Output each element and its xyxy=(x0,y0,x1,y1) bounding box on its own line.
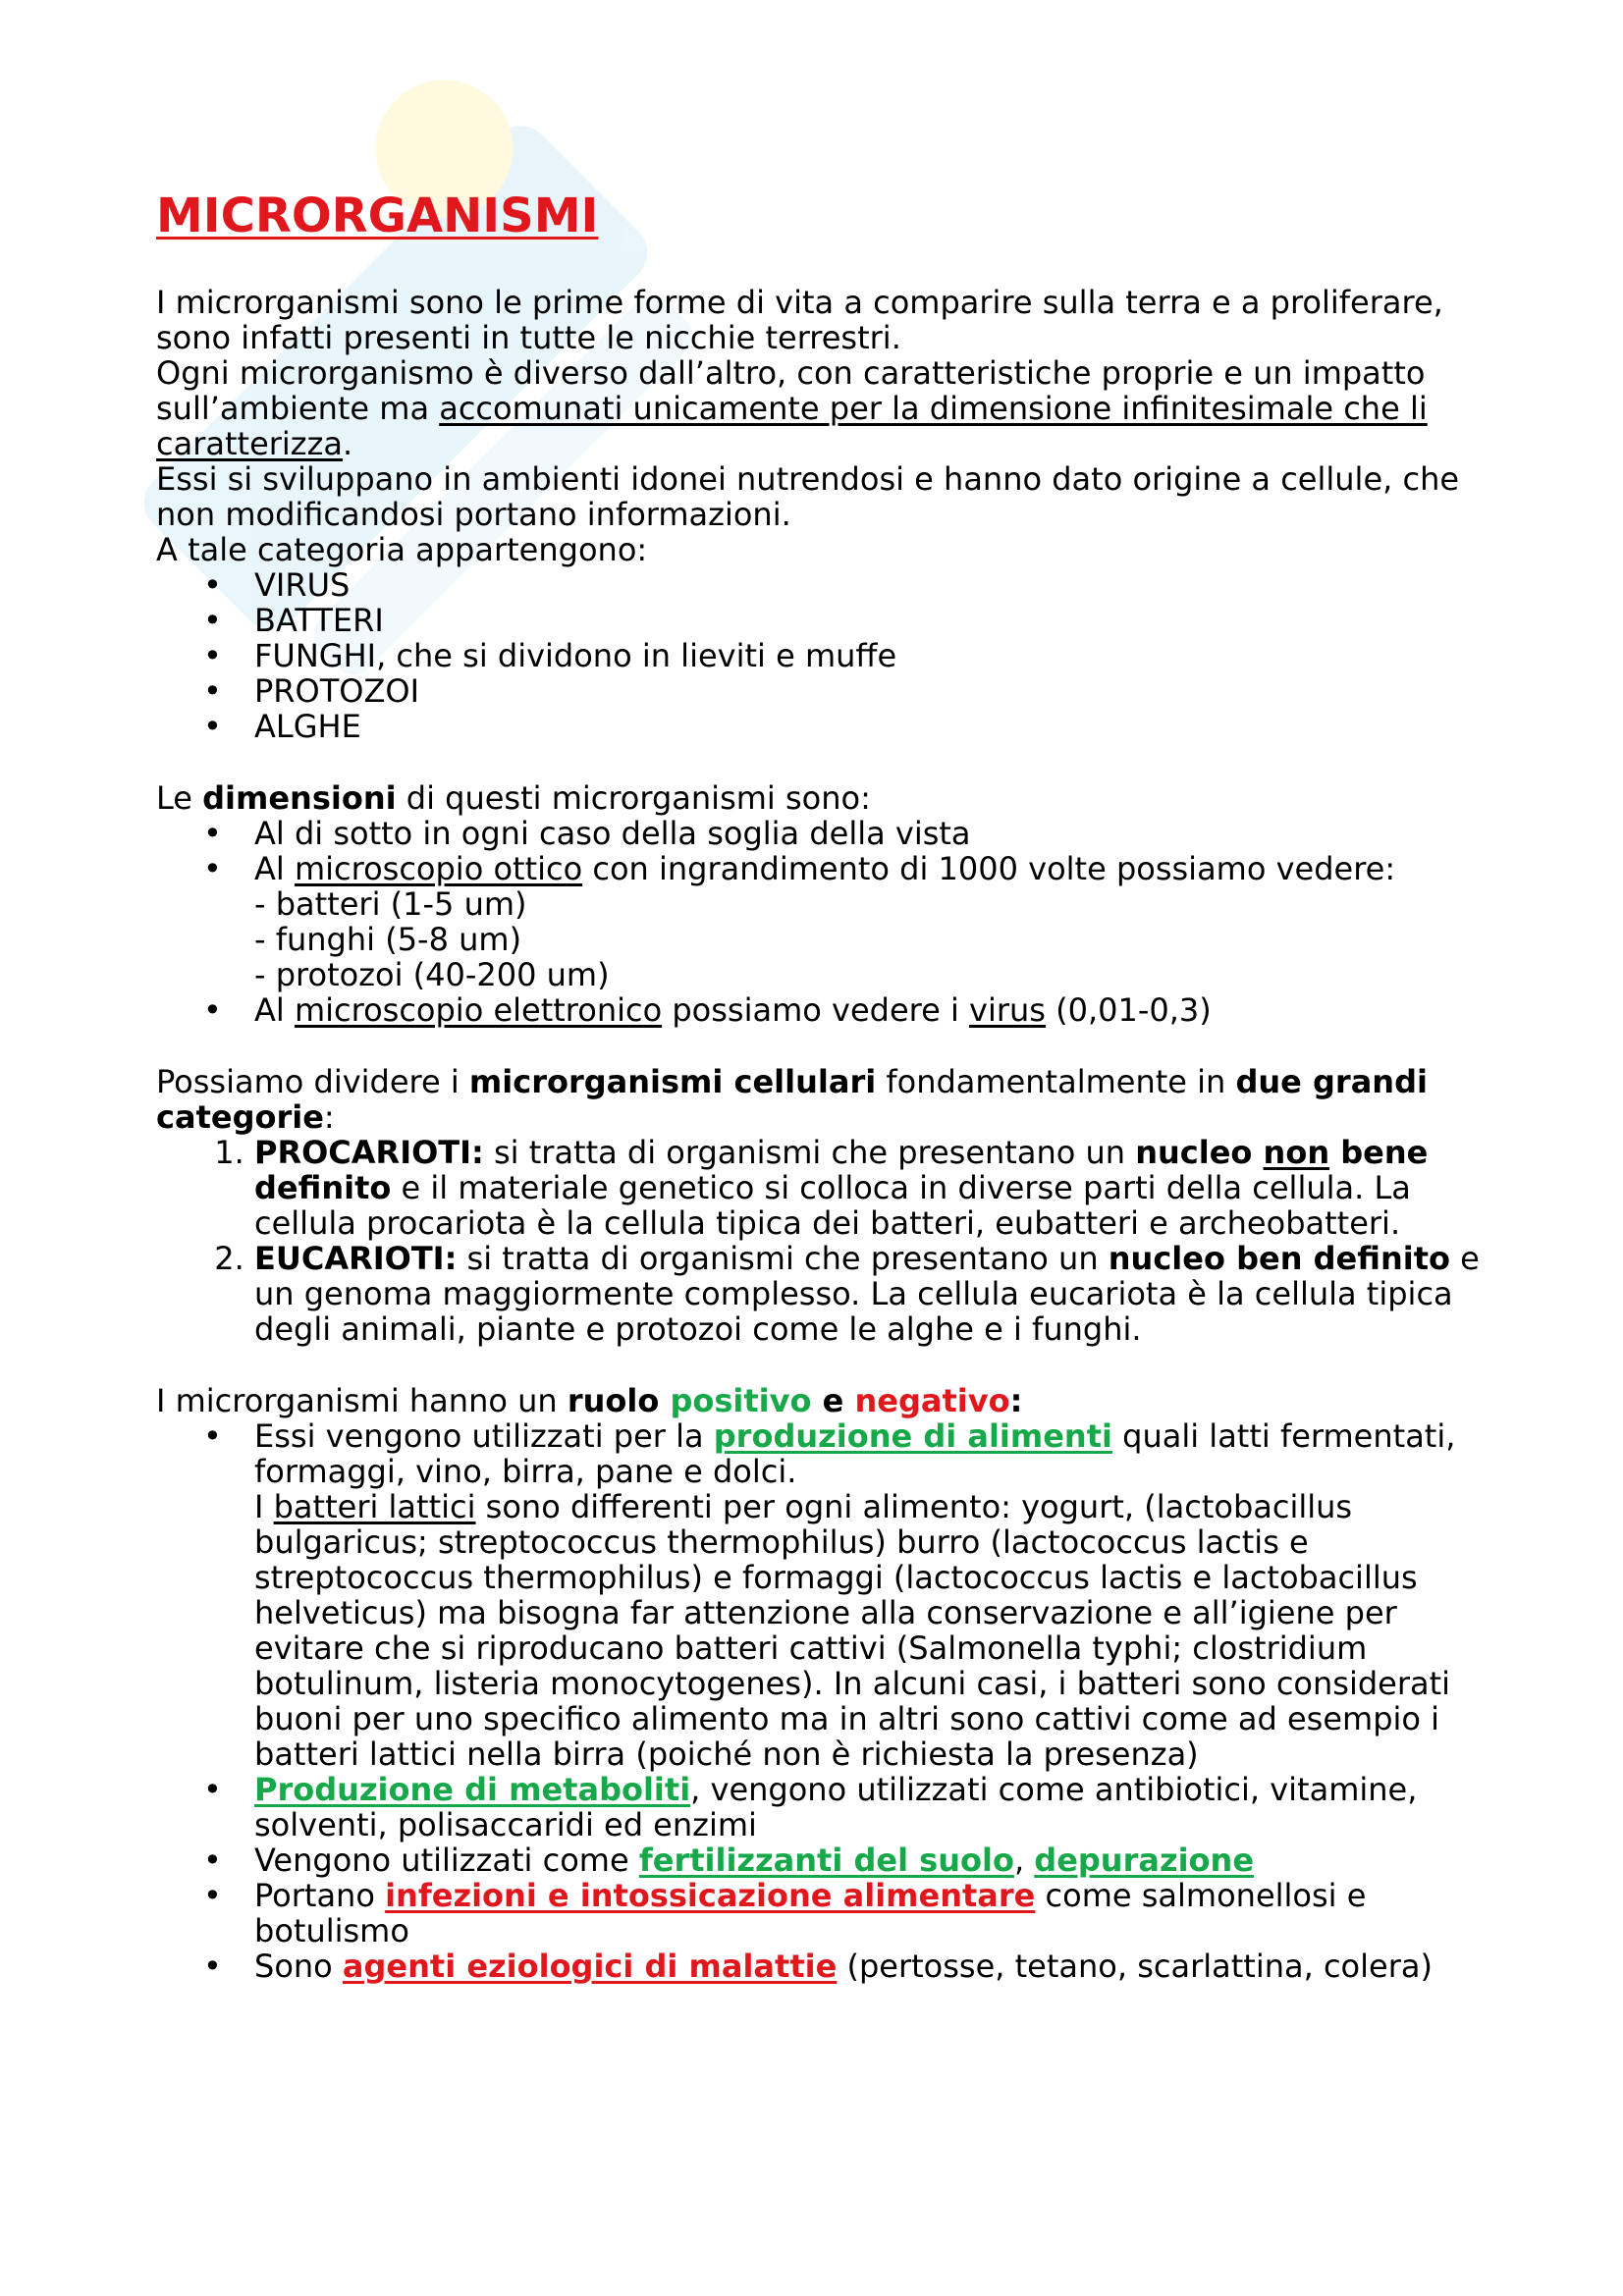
dimensions-lead: Le dimensioni di questi microrganismi sono: xyxy=(156,779,871,817)
dimensions-list xyxy=(156,816,1491,1028)
list-item: • Vengono utilizzati come fertilizzanti del suolo, depurazione xyxy=(254,1842,1491,1878)
intro-paragraph-4: A tale categoria appartengono: xyxy=(156,531,648,568)
document-page xyxy=(156,187,1491,1984)
page-title: MICRORGANISMI xyxy=(156,188,599,243)
sub-item: - funghi (5-8 um) xyxy=(254,921,522,958)
cell-types-list xyxy=(156,1135,1491,1347)
list-item: • Al microscopio ottico con ingrandimento di 1000 volte possiamo vedere: - batteri (1-5 um) - funghi (5-8 um) - protozoi (40-200 um) xyxy=(254,851,1491,992)
list-item: • BATTERI xyxy=(254,603,1491,638)
list-item: • FUNGHI, che si dividono in lieviti e muffe xyxy=(254,638,1491,673)
list-item: • ALGHE xyxy=(254,709,1491,744)
intro-paragraph-3: Essi si sviluppano in ambienti idonei nutrendosi e hanno dato origine a cellule, che non modificandosi portano informazioni. xyxy=(156,460,1460,533)
roles-lead: I microrganismi hanno un ruolo positivo e negativo: xyxy=(156,1382,1023,1419)
cellular-lead: Possiamo dividere i microrganismi cellulari fondamentalmente in due grandi categorie: xyxy=(156,1063,1428,1136)
list-item-procarioti: 1. PROCARIOTI: si tratta di organismi che presentano un nucleo non bene definito e il materiale genetico si colloca in diverse parti della cellula. La cellula procariota è la cellula tipica dei batteri, eubatteri e archeobatteri. xyxy=(254,1135,1491,1241)
intro-paragraph-1: I microrganismi sono le prime forme di vita a comparire sulla terra e a proliferare, sono infatti presenti in tutte le nicchie terrestri. xyxy=(156,284,1443,356)
list-item: • Essi vengono utilizzati per la produzione di alimenti quali latti fermentati, formaggi, vino, birra, pane e dolci. I batteri lattici sono differenti per ogni alimento: yogurt, (lactobacillus bulgaricus; streptococcus thermophilus) burro (lactococcus lactis e streptococcus thermophilus) e formaggi (lactococcus lactis e lactobacillus helveticus) ma bisogna far attenzione alla conservazione e all’igiene per evitare che si riproducano batteri cattivi (Salmonella typhi; clostridium botulinum, listeria monocytogenes). In alcuni casi, i batteri sono considerati buoni per uno specifico alimento ma in altri sono cattivi come ad esempio i batteri lattici nella birra (poiché non è richiesta la presenza) xyxy=(254,1418,1491,1772)
roles-list xyxy=(156,1418,1491,1984)
sub-item: - batteri (1-5 um) xyxy=(254,885,527,923)
intro-paragraph-2: Ogni microrganismo è diverso dall’altro, con caratteristiche proprie e un impatto sull’ambiente ma accomunati unicamente per la dimensione infinitesimale che li caratterizza. xyxy=(156,354,1428,462)
sub-item: - protozoi (40-200 um) xyxy=(254,956,610,993)
list-item: • Portano infezioni e intossicazione alimentare come salmonellosi e botulismo xyxy=(254,1878,1491,1949)
list-item: • VIRUS xyxy=(254,567,1491,603)
lactic-bacteria-paragraph: I batteri lattici sono differenti per ogni alimento: yogurt, (lactobacillus bulgaricus; streptococcus thermophilus) burro (lactococcus lactis e streptococcus thermophilus) e formaggi (lactococcus lactis e lactobacillus helveticus) ma bisogna far attenzione alla conservazione e all’igiene per evitare che si riproducano batteri cattivi (Salmonella typhi; clostridium botulinum, listeria monocytogenes). In alcuni casi, i batteri sono considerati buoni per uno specifico alimento ma in altri sono cattivi come ad esempio i batteri lattici nella birra (poiché non è richiesta la presenza) xyxy=(254,1488,1451,1773)
categories-list xyxy=(156,567,1491,744)
list-item: • Al di sotto in ogni caso della soglia della vista xyxy=(254,816,1491,851)
list-item-eucarioti: 2. EUCARIOTI: si tratta di organismi che presentano un nucleo ben definito e un genoma maggiormente complesso. La cellula eucariota è la cellula tipica degli animali, piante e protozoi come le alghe e i funghi. xyxy=(254,1241,1491,1347)
list-item: • Sono agenti eziologici di malattie (pertosse, tetano, scarlattina, colera) xyxy=(254,1949,1491,1984)
list-item: • Al microscopio elettronico possiamo vedere i virus (0,01-0,3) xyxy=(254,992,1491,1028)
list-item: • Produzione di metaboliti, vengono utilizzati come antibiotici, vitamine, solventi, polisaccaridi ed enzimi xyxy=(254,1772,1491,1842)
list-item: • PROTOZOI xyxy=(254,673,1491,709)
